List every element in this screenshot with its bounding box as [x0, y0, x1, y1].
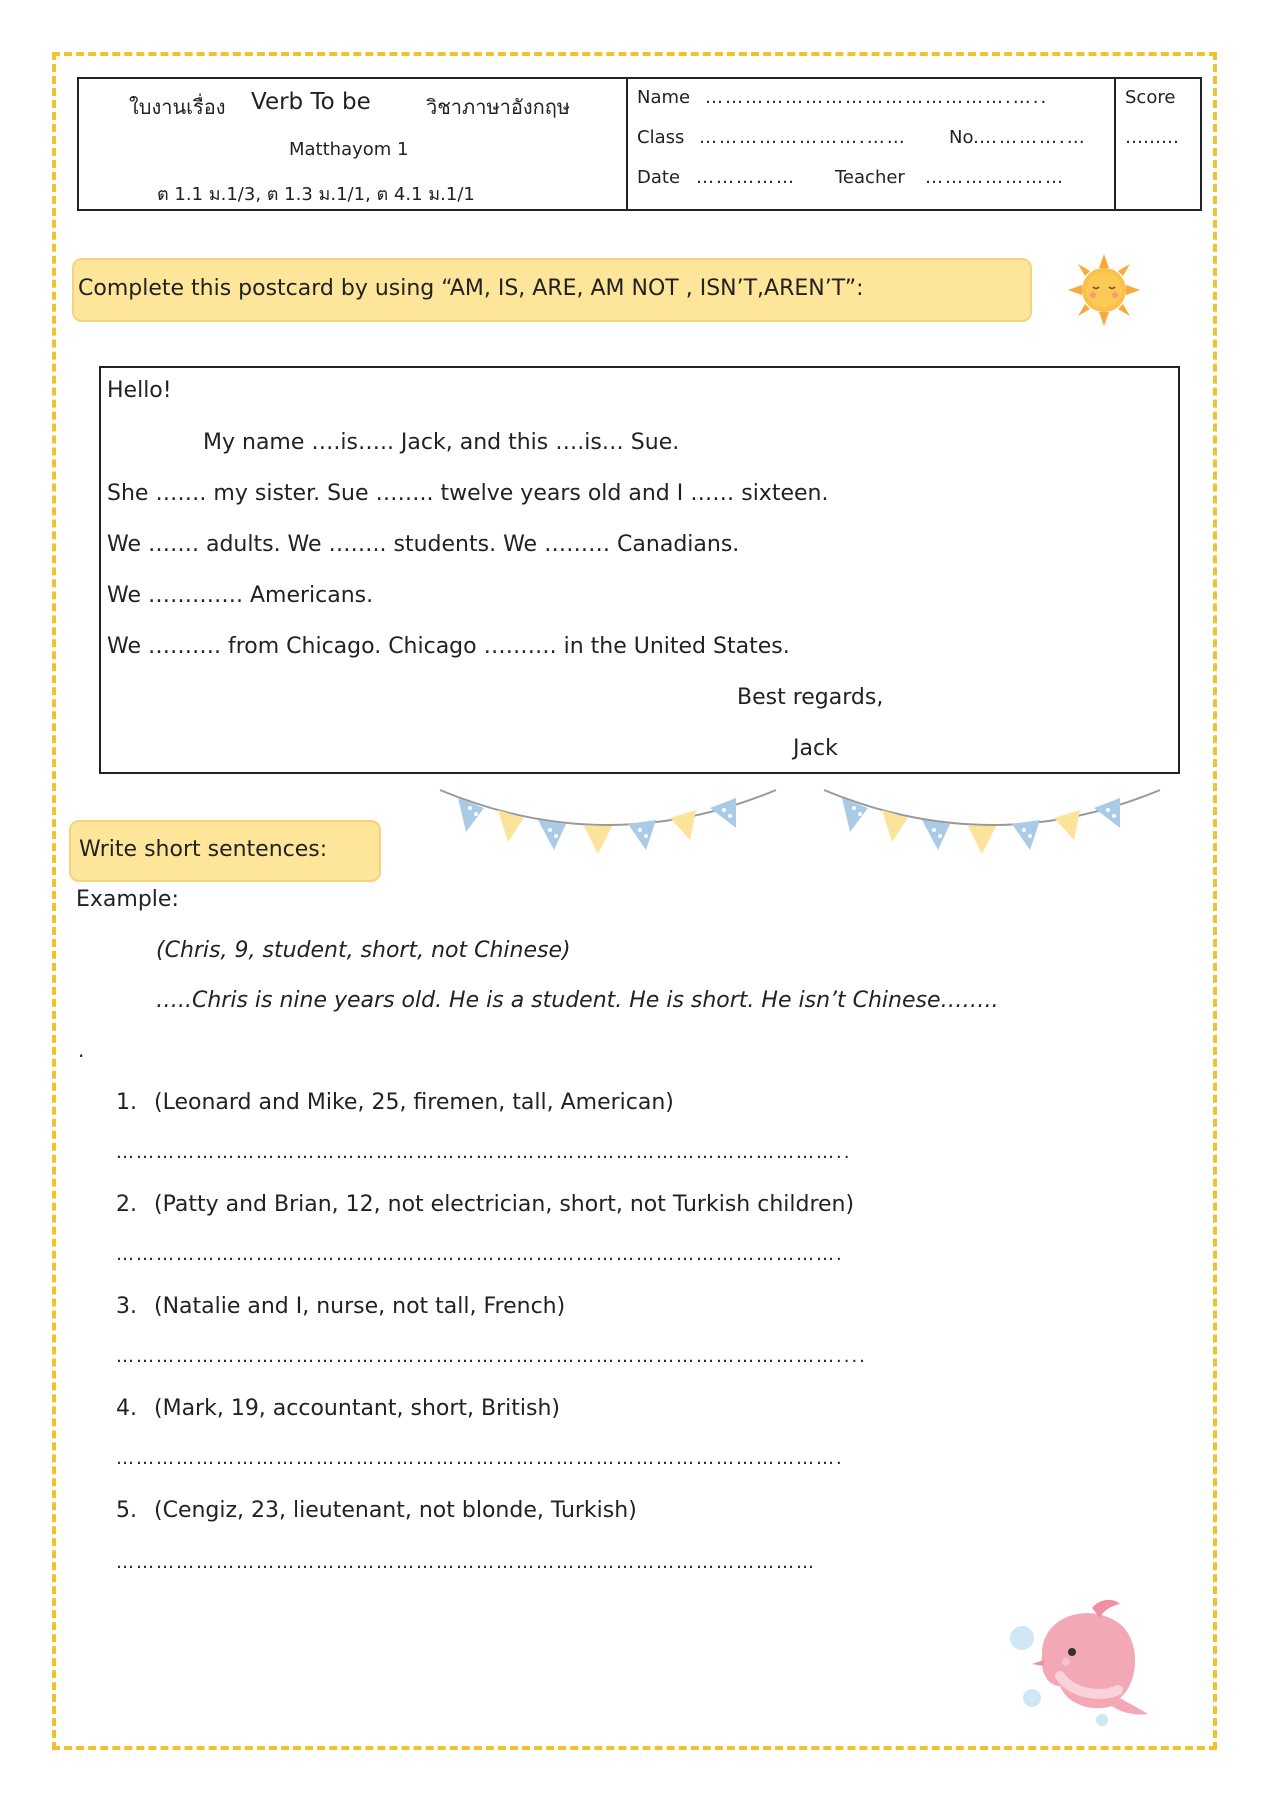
exercise-number: 3.	[116, 1294, 137, 1319]
example-label: Example:	[76, 887, 179, 912]
instruction-text-2: Write short sentences:	[79, 837, 328, 862]
class-label: Class	[637, 127, 685, 148]
title-thai: ใบงานเรื่อง	[129, 95, 226, 119]
postcard-line[interactable]: We …………. Americans.	[107, 583, 374, 608]
postcard-closing: Best regards,	[737, 685, 884, 710]
answer-line[interactable]: ………………………………………………………………………………………………..	[116, 1142, 852, 1163]
answer-line[interactable]: ……………………………………………………………………………………………….	[116, 1448, 844, 1469]
level-label: Matthayom 1	[289, 139, 409, 160]
example-answer: …..Chris is nine years old. He is a student. He is short. He isn’t Chinese……..	[156, 988, 999, 1013]
exercise-prompt: (Mark, 19, accountant, short, British)	[154, 1396, 560, 1421]
exercise-number: 2.	[116, 1192, 137, 1217]
postcard-box	[99, 366, 1180, 774]
bunting-garland-icon	[822, 780, 1162, 890]
header-divider	[1114, 79, 1116, 209]
postcard-line[interactable]: She ……. my sister. Sue …….. twelve years old and I …… sixteen.	[107, 481, 829, 506]
date-field[interactable]: ……………	[696, 167, 796, 188]
example-prompt: (Chris, 9, student, short, not Chinese)	[156, 938, 571, 963]
dolphin-icon	[1002, 1594, 1162, 1730]
example-dot: .	[78, 1038, 85, 1062]
score-field[interactable]: ………	[1125, 127, 1179, 148]
exercise-number: 5.	[116, 1498, 137, 1523]
score-label: Score	[1125, 87, 1176, 108]
answer-line[interactable]: ……………………………………………………………………………………………	[116, 1552, 816, 1573]
instruction-banner-2	[69, 820, 381, 882]
postcard-line[interactable]: My name ….is….. Jack, and this ….is… Sue.	[203, 430, 680, 455]
postcard-signature: Jack	[793, 736, 838, 761]
answer-line[interactable]: ……………………………………………………………………………………………….	[116, 1244, 844, 1265]
exercise-prompt: (Cengiz, 23, lieutenant, not blonde, Turkish)	[154, 1498, 637, 1523]
name-field[interactable]: ……………………………………….…..	[705, 87, 1049, 108]
header-divider	[626, 79, 628, 209]
exercise-prompt: (Leonard and Mike, 25, firemen, tall, American)	[154, 1090, 674, 1115]
no-label: No.	[949, 127, 979, 148]
no-field[interactable]: ………….…	[979, 127, 1087, 148]
title-topic: Verb To be	[251, 89, 371, 115]
exercise-prompt: (Patty and Brian, 12, not electrician, short, not Turkish children)	[154, 1192, 855, 1217]
postcard-line[interactable]: We ……. adults. We …….. students. We ……… Canadians.	[107, 532, 740, 557]
exercise-number: 1.	[116, 1090, 137, 1115]
teacher-label: Teacher	[835, 167, 905, 188]
instruction-text-1: Complete this postcard by using “AM, IS, ARE, AM NOT , ISN’T,AREN’T”:	[78, 276, 864, 301]
exercise-number: 4.	[116, 1396, 137, 1421]
bunting-garland-icon	[438, 780, 778, 890]
postcard-line[interactable]: We ………. from Chicago. Chicago ………. in the United States.	[107, 634, 790, 659]
date-label: Date	[637, 167, 681, 188]
exercise-prompt: (Natalie and I, nurse, not tall, French)	[154, 1294, 566, 1319]
instruction-banner-1	[72, 258, 1032, 322]
standards-label: ต 1.1 ม.1/3, ต 1.3 ม.1/1, ต 4.1 ม.1/1	[157, 184, 475, 205]
answer-line[interactable]: ………………………………………………………………………………………………....	[116, 1346, 867, 1367]
postcard-greeting: Hello!	[107, 378, 172, 403]
sun-icon	[1066, 252, 1142, 328]
header-table	[77, 77, 1202, 211]
class-field[interactable]: …………………….……	[699, 127, 907, 148]
name-label: Name	[637, 87, 691, 108]
subject-thai: วิชาภาษาอังกฤษ	[426, 95, 571, 119]
teacher-field[interactable]: …………………	[925, 167, 1065, 188]
